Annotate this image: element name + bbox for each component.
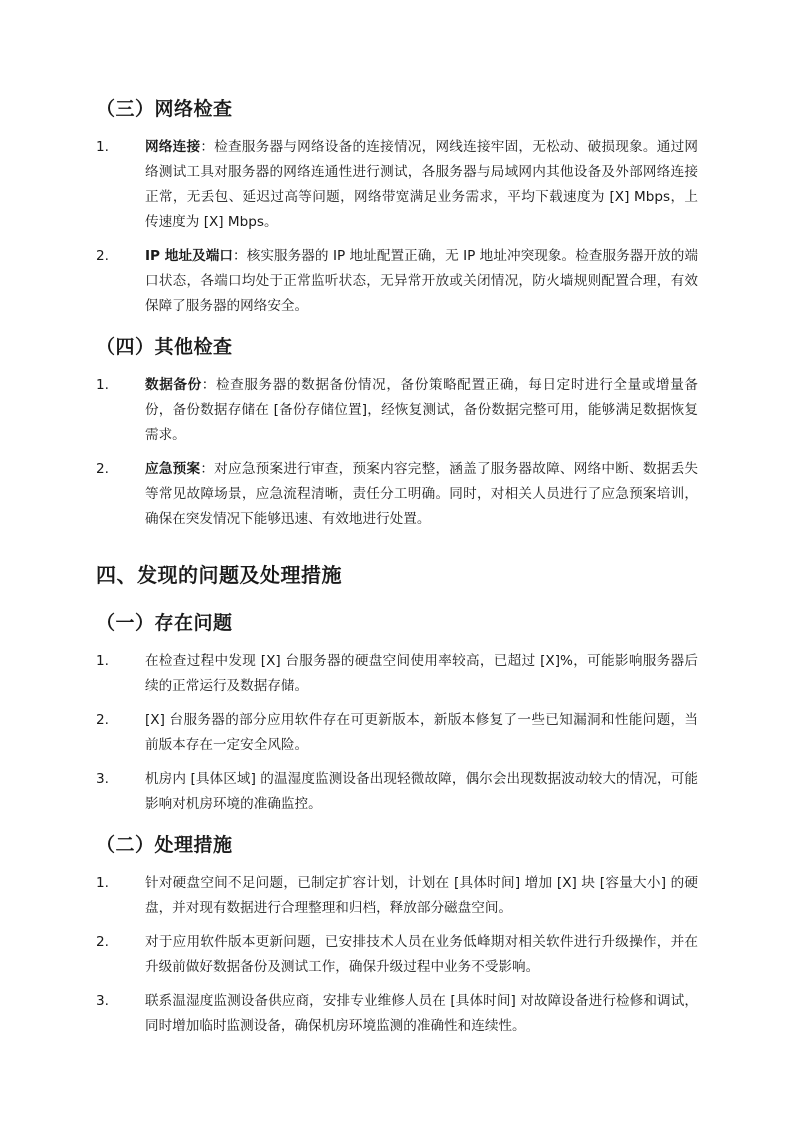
list-number: 1. [96, 377, 109, 393]
section-title-measures: （二）处理措施 [96, 834, 233, 856]
item-label: 应急预案 [145, 461, 201, 477]
list-number: 2. [96, 712, 109, 728]
list-text [145, 373, 698, 448]
list-item [96, 244, 698, 319]
list-item [96, 649, 698, 699]
list-text: 针对硬盘空间不足问题，已制定扩容计划，计划在 [具体时间] 增加 [X] 块 [容量大小] 的硬盘，并对现有数据进行合理整理和归档，释放部分磁盘空间。 [145, 875, 698, 916]
section-title-network-check: （三）网络检查 [96, 98, 233, 120]
item-label: 数据备份 [145, 377, 202, 393]
problems-list [96, 649, 698, 817]
list-number: 2. [96, 461, 109, 477]
other-check-list [96, 373, 698, 532]
list-text: 机房内 [具体区域] 的温湿度监测设备出现轻微故障，偶尔会出现数据波动较大的情况，可能影响对机房环境的准确监控。 [145, 771, 698, 812]
list-text: 对于应用软件版本更新问题，已安排技术人员在业务低峰期对相关软件进行升级操作，并在升级前做好数据备份及测试工作，确保升级过程中业务不受影响。 [145, 934, 698, 975]
item-body: ：对应急预案进行审查，预案内容完整，涵盖了服务器故障、网络中断、数据丢失等常见故障场景，应急流程清晰，责任分工明确。同时，对相关人员进行了应急预案培训，确保在突发情况下能够迅速、有效地进行处置。 [145, 461, 699, 527]
list-number: 2. [96, 248, 109, 264]
list-item [96, 930, 698, 980]
list-number: 2. [96, 934, 109, 950]
section-title-problems: （一）存在问题 [96, 612, 233, 634]
measures-list [96, 871, 698, 1039]
item-body: ：检查服务器的数据备份情况，备份策略配置正确，每日定时进行全量或增量备份，备份数据存储在 [备份存储位置]，经恢复测试，备份数据完整可用，能够满足数据恢复需求。 [145, 377, 698, 443]
list-text: 联系温湿度监测设备供应商，安排专业维修人员在 [具体时间] 对故障设备进行检修和调试，同时增加临时监测设备，确保机房环境监测的准确性和连续性。 [145, 993, 698, 1034]
list-text [145, 457, 698, 532]
list-item [96, 767, 698, 817]
item-label: IP 地址及端口 [145, 248, 234, 264]
network-check-list [96, 135, 698, 319]
list-number: 1. [96, 875, 109, 891]
list-item [96, 708, 698, 758]
list-item [96, 457, 698, 532]
list-item [96, 871, 698, 921]
list-text: [X] 台服务器的部分应用软件存在可更新版本，新版本修复了一些已知漏洞和性能问题，当前版本存在一定安全风险。 [145, 712, 698, 753]
list-item [96, 135, 698, 235]
list-number: 1. [96, 139, 109, 155]
item-body: ：检查服务器与网络设备的连接情况，网线连接牢固，无松动、破损现象。通过网络测试工具对服务器的网络连通性进行测试，各服务器与局域网内其他设备及外部网络连接正常，无丢包、延迟过高等问题，网络带宽满足业务需求，平均下载速度为 [X] Mbps，上传速度为 [X] Mbps。 [145, 139, 699, 230]
list-number: 1. [96, 653, 109, 669]
chapter-title-findings: 四、发现的问题及处理措施 [96, 563, 342, 587]
list-number: 3. [96, 771, 109, 787]
list-text [145, 135, 698, 235]
list-text [145, 244, 698, 319]
item-label: 网络连接 [145, 139, 201, 155]
item-body: ：核实服务器的 IP 地址配置正确，无 IP 地址冲突现象。检查服务器开放的端口状态，各端口均处于正常监听状态，无异常开放或关闭情况，防火墙规则配置合理，有效保障了服务器的网络安全。 [145, 248, 698, 314]
list-item [96, 989, 698, 1039]
list-number: 3. [96, 993, 109, 1009]
list-text: 在检查过程中发现 [X] 台服务器的硬盘空间使用率较高，已超过 [X]%，可能影响服务器后续的正常运行及数据存储。 [145, 653, 698, 694]
list-item [96, 373, 698, 448]
section-title-other-check: （四）其他检查 [96, 336, 233, 358]
